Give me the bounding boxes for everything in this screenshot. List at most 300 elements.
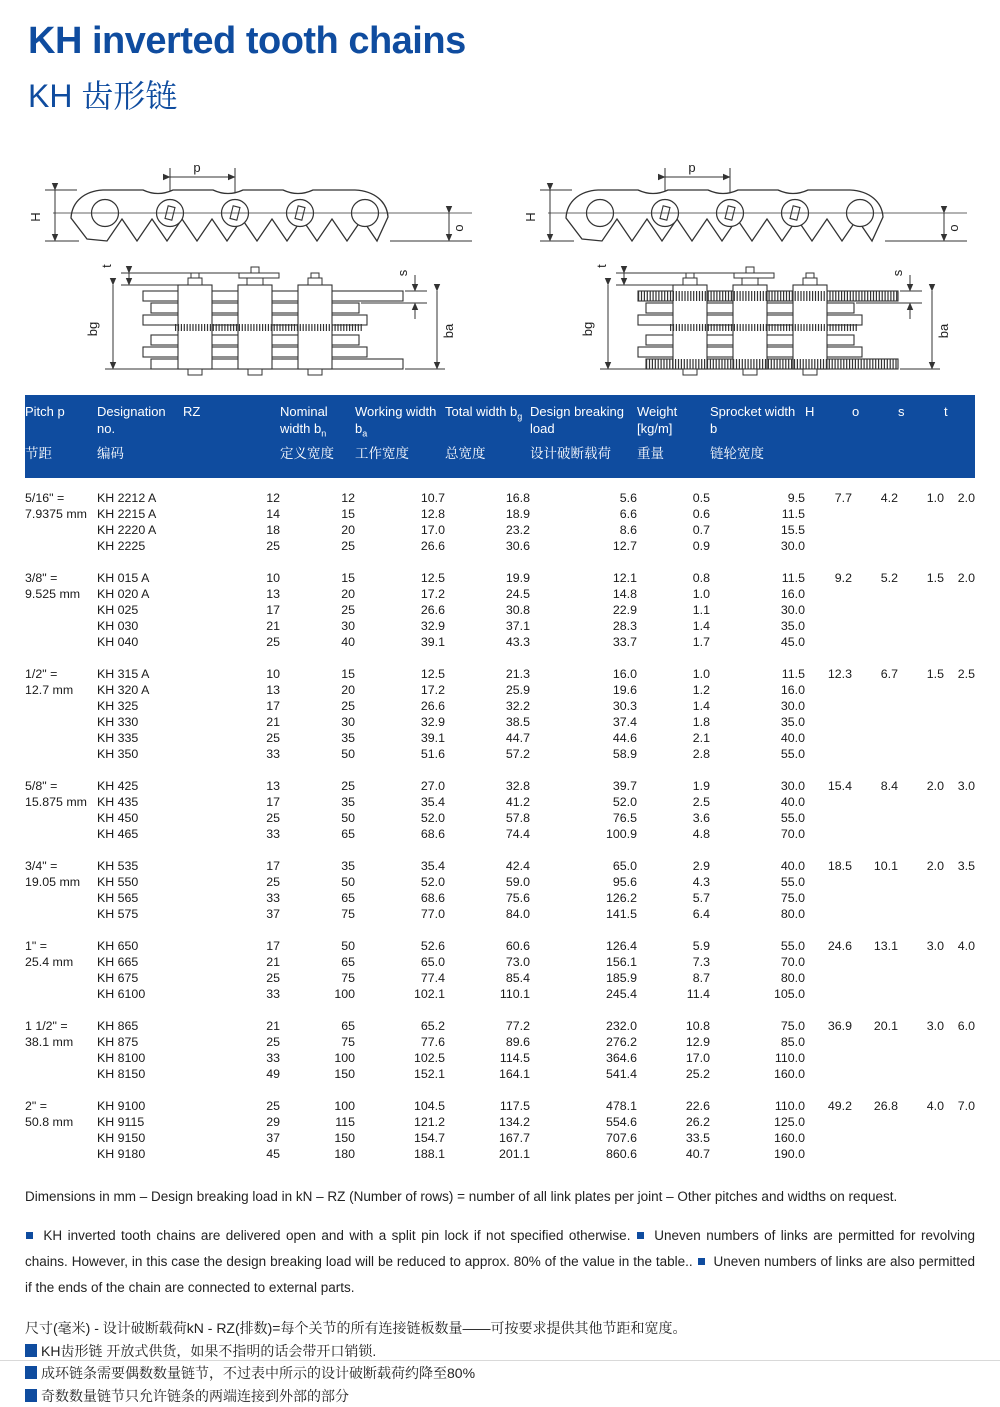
table-row xyxy=(25,618,975,634)
value-cell: 26.6 xyxy=(355,698,445,714)
value-cell xyxy=(944,618,975,634)
value-cell: 37.1 xyxy=(445,618,530,634)
spacer xyxy=(25,554,975,570)
value-cell: 3.0 xyxy=(898,938,944,954)
page-title: KH inverted tooth chains xyxy=(28,20,975,63)
value-cell: 18.9 xyxy=(445,506,530,522)
value-cell: 1.4 xyxy=(637,618,710,634)
value-cell: 16.0 xyxy=(710,586,805,602)
value-cell: 25 xyxy=(280,602,355,618)
value-cell: 126.4 xyxy=(530,938,637,954)
value-cell xyxy=(898,522,944,538)
value-cell: 30.0 xyxy=(710,778,805,794)
dim-label-p: p xyxy=(688,160,695,175)
value-cell xyxy=(805,1034,852,1050)
value-cell: 14 xyxy=(183,506,280,522)
value-cell xyxy=(805,618,852,634)
designation-cell: KH 040 xyxy=(97,634,183,650)
value-cell: 76.5 xyxy=(530,810,637,826)
dim-label-ba: ba xyxy=(936,323,951,338)
value-cell: 25 xyxy=(183,538,280,554)
value-cell: 39.1 xyxy=(355,730,445,746)
spacer xyxy=(25,842,975,858)
value-cell xyxy=(805,1050,852,1066)
dim-label-H: H xyxy=(28,212,43,221)
value-cell xyxy=(852,890,898,906)
value-cell xyxy=(805,698,852,714)
value-cell xyxy=(898,730,944,746)
value-cell: 24.5 xyxy=(445,586,530,602)
value-cell: 75 xyxy=(280,906,355,922)
designation-cell: KH 2220 A xyxy=(97,522,183,538)
table-row xyxy=(25,682,975,698)
value-cell: 80.0 xyxy=(710,906,805,922)
pitch-cell: 3/8" = xyxy=(25,570,97,586)
value-cell: 160.0 xyxy=(710,1130,805,1146)
value-cell: 52.0 xyxy=(530,794,637,810)
value-cell: 12.7 xyxy=(530,538,637,554)
value-cell xyxy=(852,810,898,826)
value-cell: 35 xyxy=(280,794,355,810)
value-cell xyxy=(805,906,852,922)
designation-cell: KH 665 xyxy=(97,954,183,970)
table-row xyxy=(25,586,975,602)
value-cell xyxy=(805,1114,852,1130)
value-cell: 26.6 xyxy=(355,602,445,618)
catalog-page xyxy=(0,20,1000,1361)
value-cell xyxy=(852,826,898,842)
value-cell: 16.8 xyxy=(445,490,530,506)
value-cell: 110.0 xyxy=(710,1098,805,1114)
spacer-row xyxy=(25,922,975,938)
table-row xyxy=(25,1066,975,1082)
pitch-cell: 15.875 mm xyxy=(25,794,97,810)
value-cell: 75.0 xyxy=(710,1018,805,1034)
value-cell: 1.9 xyxy=(637,778,710,794)
pitch-cell: 38.1 mm xyxy=(25,1034,97,1050)
chinese-note-item xyxy=(25,1340,975,1363)
value-cell: 105.0 xyxy=(710,986,805,1002)
value-cell xyxy=(944,890,975,906)
value-cell xyxy=(852,954,898,970)
chinese-note-text: 成环链条需要偶数数量链节，不过表中所示的设计破断载荷约降至80% xyxy=(41,1365,475,1381)
pitch-cell xyxy=(25,1130,97,1146)
dimensions-note: Dimensions in mm – Design breaking load in kN – RZ (Number of rows) = number of all link plates per joint – Other pitches and widths on request. xyxy=(25,1189,975,1204)
table-body xyxy=(25,478,975,1162)
value-cell xyxy=(898,954,944,970)
value-cell xyxy=(898,714,944,730)
value-cell: 15.5 xyxy=(710,522,805,538)
designation-cell: KH 2212 A xyxy=(97,490,183,506)
value-cell: 3.0 xyxy=(944,778,975,794)
value-cell: 70.0 xyxy=(710,826,805,842)
table-row xyxy=(25,714,975,730)
value-cell: 5.7 xyxy=(637,890,710,906)
value-cell: 5.9 xyxy=(637,938,710,954)
value-cell xyxy=(944,730,975,746)
table-row xyxy=(25,858,975,874)
value-cell: 2.5 xyxy=(637,794,710,810)
designation-cell: KH 020 A xyxy=(97,586,183,602)
value-cell: 276.2 xyxy=(530,1034,637,1050)
value-cell xyxy=(852,794,898,810)
value-cell: 57.8 xyxy=(445,810,530,826)
value-cell: 35.4 xyxy=(355,794,445,810)
value-cell: 60.6 xyxy=(445,938,530,954)
pitch-cell: 5/16" = xyxy=(25,490,97,506)
value-cell xyxy=(944,586,975,602)
pitch-cell: 5/8" = xyxy=(25,778,97,794)
value-cell: 27.0 xyxy=(355,778,445,794)
value-cell: 41.2 xyxy=(445,794,530,810)
dim-label-o: o xyxy=(946,224,961,231)
value-cell: 52.0 xyxy=(355,874,445,890)
value-cell: 45.0 xyxy=(710,634,805,650)
value-cell: 18.5 xyxy=(805,858,852,874)
value-cell: 65.0 xyxy=(355,954,445,970)
value-cell: 16.0 xyxy=(710,682,805,698)
pitch-cell xyxy=(25,538,97,554)
value-cell: 21 xyxy=(183,618,280,634)
value-cell xyxy=(805,890,852,906)
dim-label-o: o xyxy=(451,224,466,231)
value-cell: 35 xyxy=(280,730,355,746)
value-cell: 15 xyxy=(280,570,355,586)
table-row xyxy=(25,890,975,906)
table-row xyxy=(25,1114,975,1130)
value-cell: 1.2 xyxy=(637,682,710,698)
value-cell: 126.2 xyxy=(530,890,637,906)
table-row xyxy=(25,1130,975,1146)
value-cell: 25 xyxy=(183,874,280,890)
value-cell: 2.0 xyxy=(944,490,975,506)
value-cell xyxy=(805,794,852,810)
value-cell: 52.0 xyxy=(355,810,445,826)
bullet-square-icon xyxy=(25,1389,37,1402)
spacer xyxy=(25,762,975,778)
value-cell xyxy=(898,602,944,618)
value-cell: 4.2 xyxy=(852,490,898,506)
value-cell: 3.6 xyxy=(637,810,710,826)
pitch-cell: 7.9375 mm xyxy=(25,506,97,522)
col-header-breaking-load: Design breaking load xyxy=(530,395,637,446)
value-cell xyxy=(852,730,898,746)
table-row xyxy=(25,490,975,506)
value-cell: 13.1 xyxy=(852,938,898,954)
designation-cell: KH 9115 xyxy=(97,1114,183,1130)
value-cell: 35.0 xyxy=(710,714,805,730)
value-cell: 10 xyxy=(183,666,280,682)
value-cell: 152.1 xyxy=(355,1066,445,1082)
designation-cell: KH 015 A xyxy=(97,570,183,586)
value-cell xyxy=(944,986,975,1002)
value-cell: 188.1 xyxy=(355,1146,445,1162)
value-cell: 7.0 xyxy=(944,1098,975,1114)
value-cell: 25 xyxy=(183,970,280,986)
pitch-cell xyxy=(25,714,97,730)
english-note-item: Uneven numbers of links are also permitted if the ends of the chain are connected to external parts. xyxy=(25,1254,975,1295)
value-cell xyxy=(944,874,975,890)
value-cell xyxy=(805,714,852,730)
english-note-item: Uneven numbers of links are permitted for revolving chains. However, in this case the design breaking load will be reduced to approx. 80% of the value in the table.. xyxy=(25,1228,975,1269)
chinese-note-text: 奇数数量链节只允许链条的两端连接到外部的部分 xyxy=(41,1388,349,1404)
table-row xyxy=(25,906,975,922)
page-subtitle-zh: KH 齿形链 xyxy=(28,71,975,117)
spacer-row xyxy=(25,554,975,570)
chinese-note-text: KH齿形链 开放式供货，如果不指明的话会带开口销锁. xyxy=(41,1343,376,1359)
value-cell: 39.7 xyxy=(530,778,637,794)
value-cell: 35.0 xyxy=(710,618,805,634)
table-row xyxy=(25,634,975,650)
value-cell xyxy=(805,538,852,554)
spacer xyxy=(25,478,975,490)
value-cell: 180 xyxy=(280,1146,355,1162)
value-cell xyxy=(898,826,944,842)
value-cell: 6.0 xyxy=(944,1018,975,1034)
value-cell xyxy=(805,810,852,826)
value-cell: 32.8 xyxy=(445,778,530,794)
value-cell: 30 xyxy=(280,714,355,730)
value-cell: 25 xyxy=(183,730,280,746)
designation-cell: KH 325 xyxy=(97,698,183,714)
value-cell: 26.8 xyxy=(852,1098,898,1114)
value-cell: 156.1 xyxy=(530,954,637,970)
value-cell: 18 xyxy=(183,522,280,538)
col-header-rz: RZ xyxy=(183,395,280,446)
value-cell: 15.4 xyxy=(805,778,852,794)
value-cell xyxy=(898,890,944,906)
value-cell: 110.1 xyxy=(445,986,530,1002)
value-cell: 5.2 xyxy=(852,570,898,586)
designation-cell: KH 330 xyxy=(97,714,183,730)
dim-label-ba: ba xyxy=(441,323,456,338)
value-cell xyxy=(898,682,944,698)
value-cell: 30.0 xyxy=(710,698,805,714)
value-cell xyxy=(852,538,898,554)
bullet-square-icon xyxy=(25,1366,37,1379)
value-cell: 68.6 xyxy=(355,890,445,906)
designation-cell: KH 8100 xyxy=(97,1050,183,1066)
value-cell: 115 xyxy=(280,1114,355,1130)
value-cell xyxy=(944,970,975,986)
value-cell: 541.4 xyxy=(530,1066,637,1082)
value-cell: 10 xyxy=(183,570,280,586)
value-cell: 28.3 xyxy=(530,618,637,634)
value-cell xyxy=(805,746,852,762)
value-cell: 45 xyxy=(183,1146,280,1162)
col-header-sprocket-width: Sprocket width b xyxy=(710,395,805,446)
designation-cell: KH 6100 xyxy=(97,986,183,1002)
value-cell: 85.0 xyxy=(710,1034,805,1050)
value-cell xyxy=(898,1114,944,1130)
value-cell xyxy=(944,906,975,922)
value-cell: 10.1 xyxy=(852,858,898,874)
value-cell: 14.8 xyxy=(530,586,637,602)
col-header-working-width: Working width $b_a$ xyxy=(355,395,445,446)
value-cell: 22.9 xyxy=(530,602,637,618)
designation-cell: KH 465 xyxy=(97,826,183,842)
chain-diagram-svg xyxy=(25,161,480,381)
value-cell: 25 xyxy=(280,698,355,714)
value-cell xyxy=(898,810,944,826)
col-header-total-width: Total width $b_g$ xyxy=(445,395,530,446)
value-cell xyxy=(944,1146,975,1162)
value-cell: 65 xyxy=(280,890,355,906)
value-cell xyxy=(898,634,944,650)
bullet-square-icon xyxy=(25,1344,37,1357)
col-header-s: s xyxy=(898,395,944,446)
value-cell: 11.5 xyxy=(710,666,805,682)
designation-cell: KH 335 xyxy=(97,730,183,746)
col-header-h: H xyxy=(805,395,852,446)
pitch-cell xyxy=(25,1066,97,1082)
value-cell xyxy=(944,634,975,650)
value-cell: 3.5 xyxy=(944,858,975,874)
value-cell: 2.1 xyxy=(637,730,710,746)
value-cell: 15 xyxy=(280,666,355,682)
designation-cell: KH 575 xyxy=(97,906,183,922)
value-cell: 2.0 xyxy=(898,778,944,794)
value-cell: 21 xyxy=(183,954,280,970)
value-cell: 36.9 xyxy=(805,1018,852,1034)
value-cell xyxy=(898,698,944,714)
spacer xyxy=(25,650,975,666)
value-cell: 13 xyxy=(183,586,280,602)
designation-cell: KH 450 xyxy=(97,810,183,826)
value-cell xyxy=(898,906,944,922)
value-cell: 30.6 xyxy=(445,538,530,554)
value-cell: 22.6 xyxy=(637,1098,710,1114)
value-cell: 35.4 xyxy=(355,858,445,874)
designation-cell: KH 9100 xyxy=(97,1098,183,1114)
col-header-zh-s xyxy=(898,446,944,478)
dim-label-p: p xyxy=(193,160,200,175)
col-header-zh-nominal-width: 定义宽度 xyxy=(280,446,355,478)
value-cell xyxy=(944,954,975,970)
value-cell: 21 xyxy=(183,714,280,730)
value-cell xyxy=(852,874,898,890)
value-cell: 0.8 xyxy=(637,570,710,586)
pitch-cell xyxy=(25,618,97,634)
value-cell xyxy=(852,522,898,538)
value-cell: 17 xyxy=(183,602,280,618)
table-row xyxy=(25,506,975,522)
value-cell: 4.0 xyxy=(944,938,975,954)
value-cell xyxy=(805,970,852,986)
value-cell: 32.2 xyxy=(445,698,530,714)
value-cell: 4.0 xyxy=(898,1098,944,1114)
value-cell xyxy=(898,1146,944,1162)
value-cell: 17 xyxy=(183,698,280,714)
value-cell: 12.5 xyxy=(355,666,445,682)
value-cell: 25.9 xyxy=(445,682,530,698)
value-cell xyxy=(944,602,975,618)
value-cell: 2.0 xyxy=(898,858,944,874)
value-cell: 6.6 xyxy=(530,506,637,522)
value-cell: 25 xyxy=(280,778,355,794)
col-header-nominal-width: Nominal width $b_n$ xyxy=(280,395,355,446)
value-cell: 40.0 xyxy=(710,730,805,746)
value-cell xyxy=(944,1050,975,1066)
value-cell: 51.6 xyxy=(355,746,445,762)
dim-label-bg: bg xyxy=(580,322,595,336)
value-cell: 201.1 xyxy=(445,1146,530,1162)
designation-cell: KH 030 xyxy=(97,618,183,634)
col-header-zh-h xyxy=(805,446,852,478)
value-cell: 35 xyxy=(280,858,355,874)
value-cell: 5.6 xyxy=(530,490,637,506)
value-cell: 77.4 xyxy=(355,970,445,986)
value-cell: 17.0 xyxy=(637,1050,710,1066)
designation-cell: KH 9150 xyxy=(97,1130,183,1146)
value-cell xyxy=(852,586,898,602)
value-cell xyxy=(944,746,975,762)
value-cell: 100.9 xyxy=(530,826,637,842)
pitch-cell xyxy=(25,810,97,826)
chinese-notes xyxy=(25,1317,975,1407)
pitch-cell: 19.05 mm xyxy=(25,874,97,890)
value-cell xyxy=(944,714,975,730)
value-cell xyxy=(944,698,975,714)
pitch-cell xyxy=(25,970,97,986)
value-cell: 11.5 xyxy=(710,570,805,586)
value-cell xyxy=(805,1146,852,1162)
value-cell: 75 xyxy=(280,1034,355,1050)
pitch-cell xyxy=(25,730,97,746)
designation-cell: KH 315 A xyxy=(97,666,183,682)
value-cell xyxy=(805,634,852,650)
col-header-o: o xyxy=(852,395,898,446)
table-row xyxy=(25,954,975,970)
value-cell: 102.1 xyxy=(355,986,445,1002)
value-cell xyxy=(898,618,944,634)
value-cell: 164.1 xyxy=(445,1066,530,1082)
col-header-zh-working-width: 工作宽度 xyxy=(355,446,445,478)
value-cell: 860.6 xyxy=(530,1146,637,1162)
value-cell: 100 xyxy=(280,1098,355,1114)
value-cell: 40 xyxy=(280,634,355,650)
value-cell: 57.2 xyxy=(445,746,530,762)
value-cell: 20 xyxy=(280,682,355,698)
chinese-note-item xyxy=(25,1362,975,1385)
value-cell: 12 xyxy=(280,490,355,506)
designation-cell: KH 550 xyxy=(97,874,183,890)
bullet-square-icon xyxy=(637,1232,644,1239)
technical-diagrams xyxy=(25,161,975,381)
value-cell: 20 xyxy=(280,522,355,538)
dim-label-t: t xyxy=(99,264,114,268)
col-header-weight: Weight [kg/m] xyxy=(637,395,710,446)
value-cell: 37 xyxy=(183,906,280,922)
value-cell: 20.1 xyxy=(852,1018,898,1034)
value-cell: 141.5 xyxy=(530,906,637,922)
designation-cell: KH 8150 xyxy=(97,1066,183,1082)
value-cell: 33 xyxy=(183,746,280,762)
value-cell: 24.6 xyxy=(805,938,852,954)
pitch-cell: 1/2" = xyxy=(25,666,97,682)
chinese-intro-note: 尺寸(毫米) - 设计破断载荷kN - RZ(排数)=每个关节的所有连接链板数量——可按要求提供其他节距和宽度。 xyxy=(25,1317,975,1340)
value-cell: 40.0 xyxy=(710,858,805,874)
value-cell: 167.7 xyxy=(445,1130,530,1146)
value-cell xyxy=(805,586,852,602)
value-cell: 2.5 xyxy=(944,666,975,682)
value-cell: 77.0 xyxy=(355,906,445,922)
value-cell: 65 xyxy=(280,826,355,842)
value-cell: 6.7 xyxy=(852,666,898,682)
pitch-cell xyxy=(25,890,97,906)
value-cell: 50 xyxy=(280,874,355,890)
value-cell: 478.1 xyxy=(530,1098,637,1114)
